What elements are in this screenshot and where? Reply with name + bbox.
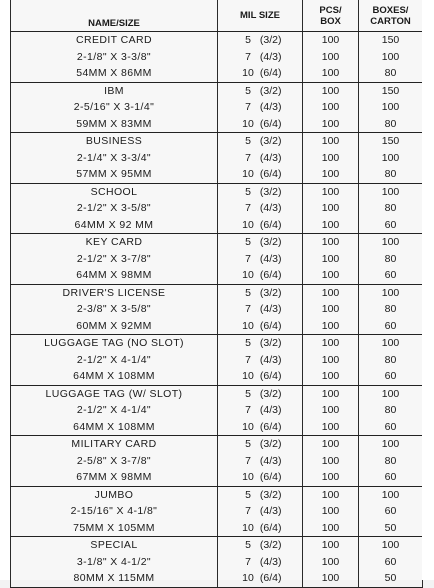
mil-ratio: (4/3) <box>259 505 282 518</box>
boxes-per-carton-cell: 150 <box>359 82 423 99</box>
mil-ratio: (4/3) <box>259 101 282 114</box>
mil-ratio: (6/4) <box>259 370 282 383</box>
mil-value: 5 <box>245 34 251 47</box>
mil-value: 7 <box>245 505 251 518</box>
product-name: MILITARY CARD <box>11 436 218 453</box>
pcs-per-box-cell: 100 <box>303 453 359 470</box>
pcs-per-box-cell: 100 <box>303 116 359 133</box>
mil-value: 7 <box>245 151 251 164</box>
pcs-per-box-cell: 100 <box>303 503 359 520</box>
mil-size-cell <box>218 520 303 537</box>
mil-value: 5 <box>245 236 251 249</box>
mil-value: 5 <box>245 84 251 97</box>
table-row <box>11 284 423 301</box>
table-row <box>11 82 423 99</box>
table-row <box>11 301 423 318</box>
boxes-per-carton-cell: 100 <box>359 436 423 453</box>
size-mm: 75MM X 105MM <box>11 520 218 537</box>
mil-size-cell <box>218 486 303 503</box>
product-name: BUSINESS <box>11 133 218 150</box>
size-inches: 2-3/8" X 3-5/8" <box>11 301 218 318</box>
name-size-header: NAME/SIZE <box>11 0 218 32</box>
size-inches: 2-1/2" X 3-5/8" <box>11 200 218 217</box>
mil-size-cell <box>218 301 303 318</box>
size-inches: 2-1/2" X 3-7/8" <box>11 251 218 268</box>
boxes-per-carton-cell: 150 <box>359 32 423 49</box>
size-inches: 2-1/8" X 3-3/8" <box>11 49 218 66</box>
boxes-per-carton-cell: 60 <box>359 503 423 520</box>
table-row <box>11 554 423 571</box>
size-mm: 67MM X 98MM <box>11 469 218 486</box>
pcs-per-box-cell: 100 <box>303 537 359 554</box>
mil-size-cell <box>218 82 303 99</box>
mil-value: 10 <box>242 420 254 433</box>
pcs-per-box-cell: 100 <box>303 469 359 486</box>
mil-ratio: (3/2) <box>259 236 282 249</box>
mil-size-cell <box>218 217 303 234</box>
mil-ratio: (6/4) <box>259 269 282 282</box>
table-row <box>11 49 423 66</box>
mil-ratio: (6/4) <box>259 521 282 534</box>
page-margin-left <box>0 0 10 580</box>
product-name: DRIVER'S LICENSE <box>11 284 218 301</box>
size-mm: 60MM X 92MM <box>11 318 218 335</box>
size-mm: 80MM X 115MM <box>11 570 218 587</box>
boxes-per-carton-cell: 80 <box>359 116 423 133</box>
boxes-per-carton-cell: 100 <box>359 99 423 116</box>
mil-value: 10 <box>242 370 254 383</box>
mil-ratio: (4/3) <box>259 202 282 215</box>
pcs-per-box-cell: 100 <box>303 570 359 587</box>
mil-ratio: (3/2) <box>259 438 282 451</box>
mil-ratio: (6/4) <box>259 168 282 181</box>
mil-value: 10 <box>242 67 254 80</box>
mil-size-cell <box>218 385 303 402</box>
mil-value: 7 <box>245 353 251 366</box>
mil-ratio: (4/3) <box>259 151 282 164</box>
size-mm: 64MM X 108MM <box>11 368 218 385</box>
pcs-per-box-cell: 100 <box>303 267 359 284</box>
pcs-per-box-cell: 100 <box>303 32 359 49</box>
size-mm: 64MM X 108MM <box>11 419 218 436</box>
mil-ratio: (4/3) <box>259 353 282 366</box>
size-inches: 2-1/2" X 4-1/4" <box>11 352 218 369</box>
pcs-per-box-cell: 100 <box>303 554 359 571</box>
pcs-per-box-cell: 100 <box>303 520 359 537</box>
size-mm: 59MM X 83MM <box>11 116 218 133</box>
pcs-box-header <box>303 0 359 32</box>
boxes-per-carton-cell: 100 <box>359 537 423 554</box>
boxes-per-carton-cell: 100 <box>359 183 423 200</box>
mil-ratio: (4/3) <box>259 252 282 265</box>
size-inches: 2-1/4" X 3-3/4" <box>11 150 218 167</box>
table-row <box>11 520 423 537</box>
mil-value: 7 <box>245 202 251 215</box>
pcs-per-box-cell: 100 <box>303 402 359 419</box>
product-name: IBM <box>11 82 218 99</box>
size-inches: 2-5/16" X 3-1/4" <box>11 99 218 116</box>
pcs-per-box-cell: 100 <box>303 183 359 200</box>
table-row <box>11 368 423 385</box>
boxes-header-line1: BOXES/ <box>372 4 409 16</box>
mil-value: 10 <box>242 319 254 332</box>
table-row <box>11 318 423 335</box>
mil-ratio: (3/2) <box>259 337 282 350</box>
boxes-per-carton-cell: 50 <box>359 570 423 587</box>
mil-ratio: (3/2) <box>259 185 282 198</box>
boxes-per-carton-cell: 80 <box>359 301 423 318</box>
pcs-per-box-cell: 100 <box>303 200 359 217</box>
pcs-per-box-cell: 100 <box>303 234 359 251</box>
size-mm: 64MM X 98MM <box>11 267 218 284</box>
mil-value: 7 <box>245 404 251 417</box>
table-row <box>11 503 423 520</box>
table-row <box>11 436 423 453</box>
mil-size-cell <box>218 537 303 554</box>
mil-value: 5 <box>245 539 251 552</box>
boxes-per-carton-cell: 60 <box>359 554 423 571</box>
pcs-header-line2: BOX <box>320 15 341 27</box>
mil-size-cell <box>218 436 303 453</box>
table-row <box>11 183 423 200</box>
page-margin-right <box>422 0 434 580</box>
pcs-per-box-cell: 100 <box>303 318 359 335</box>
pcs-per-box-cell: 100 <box>303 82 359 99</box>
size-inches: 3-1/8" X 4-1/2" <box>11 554 218 571</box>
mil-size-cell <box>218 469 303 486</box>
mil-value: 10 <box>242 218 254 231</box>
mil-ratio: (6/4) <box>259 471 282 484</box>
mil-ratio: (3/2) <box>259 135 282 148</box>
boxes-per-carton-cell: 80 <box>359 453 423 470</box>
mil-ratio: (4/3) <box>259 303 282 316</box>
boxes-per-carton-cell: 60 <box>359 267 423 284</box>
mil-value: 10 <box>242 117 254 130</box>
table-row <box>11 116 423 133</box>
product-name: LUGGAGE TAG (W/ SLOT) <box>11 385 218 402</box>
mil-size-cell <box>218 183 303 200</box>
table-row <box>11 251 423 268</box>
mil-ratio: (3/2) <box>259 34 282 47</box>
mil-value: 5 <box>245 185 251 198</box>
boxes-per-carton-cell: 100 <box>359 335 423 352</box>
boxes-per-carton-cell: 80 <box>359 200 423 217</box>
table-row <box>11 537 423 554</box>
mil-ratio: (6/4) <box>259 420 282 433</box>
card-size-table <box>10 0 423 588</box>
table-row <box>11 486 423 503</box>
mil-value: 7 <box>245 303 251 316</box>
mil-value: 7 <box>245 252 251 265</box>
mil-size-cell <box>218 284 303 301</box>
table-row <box>11 200 423 217</box>
mil-size-cell <box>218 368 303 385</box>
boxes-per-carton-cell: 100 <box>359 486 423 503</box>
table-row <box>11 150 423 167</box>
table-row <box>11 385 423 402</box>
mil-ratio: (4/3) <box>259 404 282 417</box>
mil-size-cell <box>218 65 303 82</box>
boxes-per-carton-cell: 60 <box>359 469 423 486</box>
table-row <box>11 335 423 352</box>
product-name: JUMBO <box>11 486 218 503</box>
size-inches: 2-5/8" X 3-7/8" <box>11 453 218 470</box>
table-row <box>11 99 423 116</box>
boxes-carton-header <box>359 0 423 32</box>
mil-value: 10 <box>242 521 254 534</box>
mil-size-cell <box>218 116 303 133</box>
size-inches: 2-15/16" X 4-1/8" <box>11 503 218 520</box>
size-mm: 64MM X 92 MM <box>11 217 218 234</box>
mil-value: 10 <box>242 471 254 484</box>
mil-size-cell <box>218 234 303 251</box>
pcs-per-box-cell: 100 <box>303 284 359 301</box>
mil-value: 10 <box>242 168 254 181</box>
mil-ratio: (6/4) <box>259 67 282 80</box>
product-name: CREDIT CARD <box>11 32 218 49</box>
boxes-per-carton-cell: 150 <box>359 133 423 150</box>
mil-size-cell <box>218 419 303 436</box>
mil-ratio: (3/2) <box>259 286 282 299</box>
mil-size-cell <box>218 352 303 369</box>
table-row <box>11 234 423 251</box>
boxes-per-carton-cell: 50 <box>359 520 423 537</box>
mil-value: 5 <box>245 286 251 299</box>
table-row <box>11 267 423 284</box>
mil-value: 5 <box>245 337 251 350</box>
pcs-per-box-cell: 100 <box>303 251 359 268</box>
mil-value: 7 <box>245 454 251 467</box>
mil-ratio: (3/2) <box>259 488 282 501</box>
mil-size-cell <box>218 166 303 183</box>
mil-ratio: (3/2) <box>259 539 282 552</box>
mil-size-cell <box>218 318 303 335</box>
pcs-per-box-cell: 100 <box>303 335 359 352</box>
mil-size-cell <box>218 200 303 217</box>
boxes-per-carton-cell: 100 <box>359 150 423 167</box>
pcs-per-box-cell: 100 <box>303 436 359 453</box>
pcs-per-box-cell: 100 <box>303 368 359 385</box>
mil-value: 5 <box>245 135 251 148</box>
boxes-per-carton-cell: 100 <box>359 234 423 251</box>
mil-value: 5 <box>245 488 251 501</box>
product-name: SPECIAL <box>11 537 218 554</box>
mil-ratio: (4/3) <box>259 454 282 467</box>
mil-ratio: (4/3) <box>259 50 282 63</box>
boxes-per-carton-cell: 100 <box>359 284 423 301</box>
boxes-per-carton-cell: 60 <box>359 419 423 436</box>
mil-size-cell <box>218 150 303 167</box>
mil-ratio: (6/4) <box>259 319 282 332</box>
boxes-per-carton-cell: 80 <box>359 402 423 419</box>
mil-size-cell <box>218 453 303 470</box>
pcs-per-box-cell: 100 <box>303 133 359 150</box>
table-row <box>11 166 423 183</box>
table-row <box>11 32 423 49</box>
size-mm: 57MM X 95MM <box>11 166 218 183</box>
pcs-per-box-cell: 100 <box>303 352 359 369</box>
table-row <box>11 570 423 587</box>
pcs-per-box-cell: 100 <box>303 49 359 66</box>
mil-ratio: (6/4) <box>259 117 282 130</box>
boxes-per-carton-cell: 80 <box>359 166 423 183</box>
boxes-header-line2: CARTON <box>370 15 411 27</box>
size-mm: 54MM X 86MM <box>11 65 218 82</box>
table-row <box>11 469 423 486</box>
mil-ratio: (6/4) <box>259 572 282 585</box>
mil-size-cell <box>218 99 303 116</box>
mil-size-cell <box>218 133 303 150</box>
table-row <box>11 352 423 369</box>
table-row <box>11 133 423 150</box>
mil-value: 7 <box>245 50 251 63</box>
boxes-per-carton-cell: 60 <box>359 217 423 234</box>
mil-size-cell <box>218 570 303 587</box>
mil-size-cell <box>218 554 303 571</box>
mil-value: 7 <box>245 555 251 568</box>
boxes-per-carton-cell: 100 <box>359 49 423 66</box>
mil-ratio: (6/4) <box>259 218 282 231</box>
mil-value: 10 <box>242 572 254 585</box>
boxes-per-carton-cell: 80 <box>359 352 423 369</box>
pcs-per-box-cell: 100 <box>303 385 359 402</box>
pcs-per-box-cell: 100 <box>303 166 359 183</box>
pcs-per-box-cell: 100 <box>303 150 359 167</box>
pcs-per-box-cell: 100 <box>303 217 359 234</box>
table-row <box>11 217 423 234</box>
pcs-per-box-cell: 100 <box>303 65 359 82</box>
size-inches: 2-1/2" X 4-1/4" <box>11 402 218 419</box>
mil-size-cell <box>218 251 303 268</box>
pcs-per-box-cell: 100 <box>303 99 359 116</box>
mil-value: 5 <box>245 387 251 400</box>
mil-value: 5 <box>245 438 251 451</box>
mil-size-cell <box>218 49 303 66</box>
mil-size-cell <box>218 402 303 419</box>
product-name: LUGGAGE TAG (NO SLOT) <box>11 335 218 352</box>
pcs-per-box-cell: 100 <box>303 419 359 436</box>
mil-value: 7 <box>245 101 251 114</box>
price-sheet <box>10 0 422 585</box>
pcs-header-line1: PCS/ <box>319 4 342 16</box>
table-row <box>11 419 423 436</box>
pcs-per-box-cell: 100 <box>303 486 359 503</box>
table-row <box>11 402 423 419</box>
product-name: SCHOOL <box>11 183 218 200</box>
table-row <box>11 453 423 470</box>
product-name: KEY CARD <box>11 234 218 251</box>
mil-value: 10 <box>242 269 254 282</box>
boxes-per-carton-cell: 80 <box>359 251 423 268</box>
mil-size-cell <box>218 32 303 49</box>
mil-ratio: (3/2) <box>259 387 282 400</box>
mil-size-cell <box>218 267 303 284</box>
table-row <box>11 65 423 82</box>
boxes-per-carton-cell: 60 <box>359 318 423 335</box>
mil-ratio: (4/3) <box>259 555 282 568</box>
mil-ratio: (3/2) <box>259 84 282 97</box>
header-row <box>11 0 423 32</box>
boxes-per-carton-cell: 100 <box>359 385 423 402</box>
mil-size-cell <box>218 335 303 352</box>
boxes-per-carton-cell: 60 <box>359 368 423 385</box>
boxes-per-carton-cell: 80 <box>359 65 423 82</box>
mil-size-header: MIL SIZE <box>218 0 303 32</box>
pcs-per-box-cell: 100 <box>303 301 359 318</box>
mil-size-cell <box>218 503 303 520</box>
